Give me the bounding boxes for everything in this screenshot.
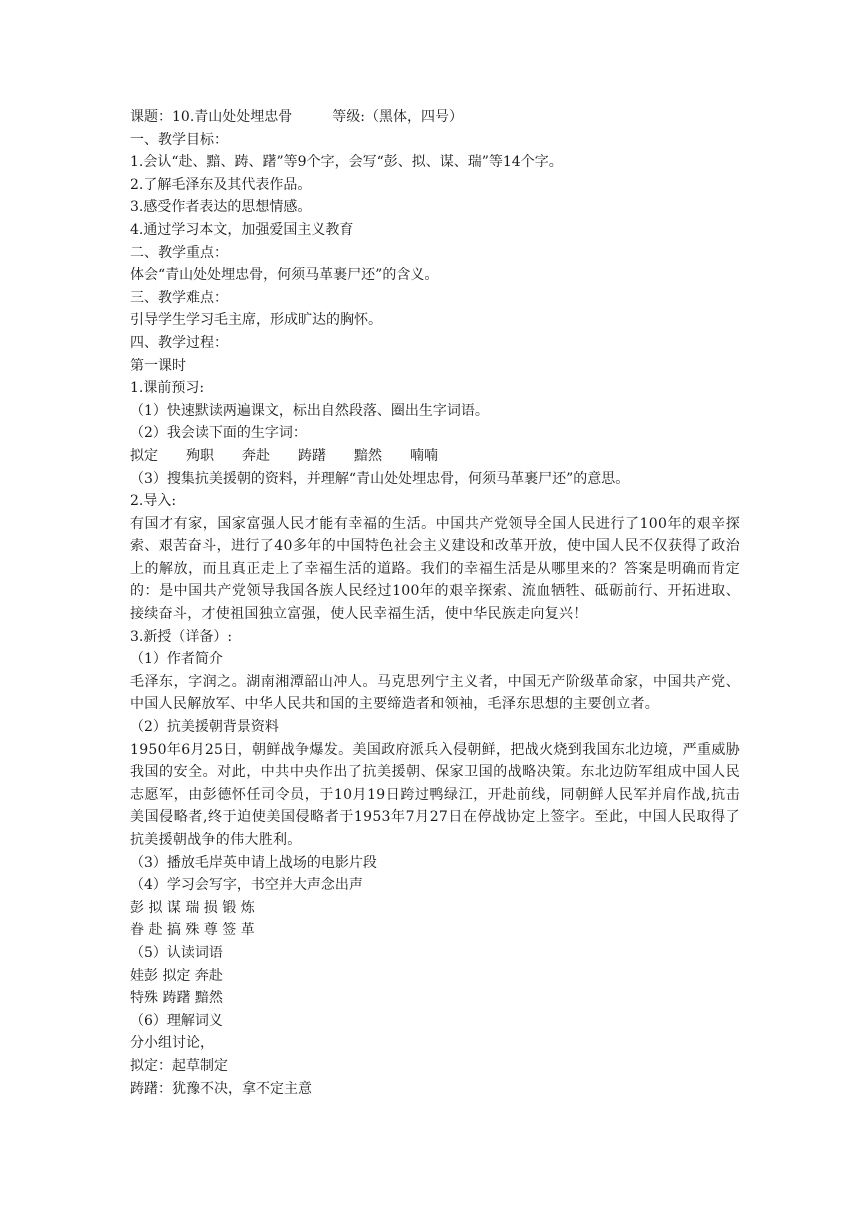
intro-paragraph: 有国才有家，国家富强人民才能有幸福的生活。中国共产党领导全国人民进行了100年的艰辛探索、艰苦奋斗，进行了40多年的中国特色社会主义建设和改革开放，使中国人民不仅获得了政治上的解放，而且真正走上了幸福生活的道路。我们的幸福生活是从哪里来的？答案是明确而肯定的：是中国共产党领导我国各族人民经过100年的艰辛探索、流血牺牲、砥砺前行、开拓进取、接续奋斗，才使祖国独立富强，使人民幸福生活，使中华民族走向复兴！ <box>130 515 740 623</box>
objective-item: 1.会认“赴、黯、踌、躇”等9个字，会写“彭、拟、谋、瑞”等14个字。 <box>130 154 563 171</box>
definition-item: 踌躇：犹豫不决，拿不定主意 <box>130 1080 312 1097</box>
objective-item: 3.感受作者表达的思想情感。 <box>130 199 312 216</box>
difficulty-text: 引导学生学习毛主席，形成旷达的胸怀。 <box>130 312 382 329</box>
preview-item: （2）我会读下面的生字词： <box>130 425 307 442</box>
sub-heading: （6）理解词义 <box>130 1012 223 1029</box>
lesson-title-line <box>130 106 740 129</box>
sub-heading: （2）抗美援朝背景资料 <box>130 719 279 736</box>
preview-item: （1）快速默读两遍课文，标出自然段落、圈出生字词语。 <box>130 402 489 419</box>
lesson-title: 课题：10.青山处处埋忠骨 <box>130 109 293 125</box>
definition-item: 拟定：起草制定 <box>130 1057 228 1074</box>
section-heading: 四、教学过程： <box>130 334 228 351</box>
character-list: 彭 拟 谋 瑞 损 锻 炼 <box>130 899 255 916</box>
step-heading: 3.新授（详备）: <box>130 628 233 645</box>
step-heading: 2.导入: <box>130 493 177 510</box>
character-list: 眷 赴 搞 殊 尊 签 革 <box>130 922 255 939</box>
lesson-period: 第一课时 <box>130 357 186 374</box>
sub-heading: （5）认读词语 <box>130 944 223 961</box>
word-list: 娃彭 拟定 奔赴 <box>130 967 223 984</box>
word-list: 特殊 踌躇 黯然 <box>130 990 223 1007</box>
preview-item: （3）搜集抗美援朝的资料，并理解“青山处处埋忠骨，何须马革裹尸还”的意思。 <box>130 470 630 487</box>
sub-heading: （3）播放毛岸英申请上战场的电影片段 <box>130 854 377 871</box>
section-heading: 二、教学重点： <box>130 244 228 261</box>
section-heading: 一、教学目标： <box>130 131 228 148</box>
discussion-note: 分小组讨论， <box>130 1035 214 1052</box>
author-paragraph: 毛泽东，字润之。湖南湘潭韶山冲人。马克思列宁主义者，中国无产阶级革命家，中国共产党、中国人民解放军、中华人民共和国的主要缔造者和领袖，毛泽东思想的主要创立者。 <box>130 673 740 713</box>
section-heading: 三、教学难点： <box>130 289 228 306</box>
font-level-note: 等级:（黑体，四号） <box>332 109 463 125</box>
objective-item: 4.通过学习本文，加强爱国主义教育 <box>130 221 354 238</box>
sub-heading: （1）作者简介 <box>130 651 223 668</box>
step-heading: 1.课前预习: <box>130 380 205 397</box>
sub-heading: （4）学习会写字，书空并大声念出声 <box>130 877 363 894</box>
background-paragraph: 1950年6月25日，朝鲜战争爆发。美国政府派兵入侵朝鲜，把战火烧到我国东北边境，严重威胁我国的安全。对此，中共中央作出了抗美援朝、保家卫国的战略决策。东北边防军组成中国人民志愿军，由彭德怀任司令员，于10月19日跨过鸭绿江，开赴前线，同朝鲜人民军并肩作战,抗击美国侵略者,终于迫使美国侵略者于1953年7月27日在停战协定上签字。至此，中国人民取得了抗美援朝战争的伟大胜利。 <box>130 741 740 848</box>
document-page <box>130 106 740 1100</box>
objective-item: 2.了解毛泽东及其代表作品。 <box>130 176 312 193</box>
vocabulary-list: 拟定 殉职 奔赴 踌躇 黯然 喃喃 <box>130 447 438 464</box>
key-point-text: 体会“青山处处埋忠骨，何须马革裹尸还”的含义。 <box>130 267 439 284</box>
